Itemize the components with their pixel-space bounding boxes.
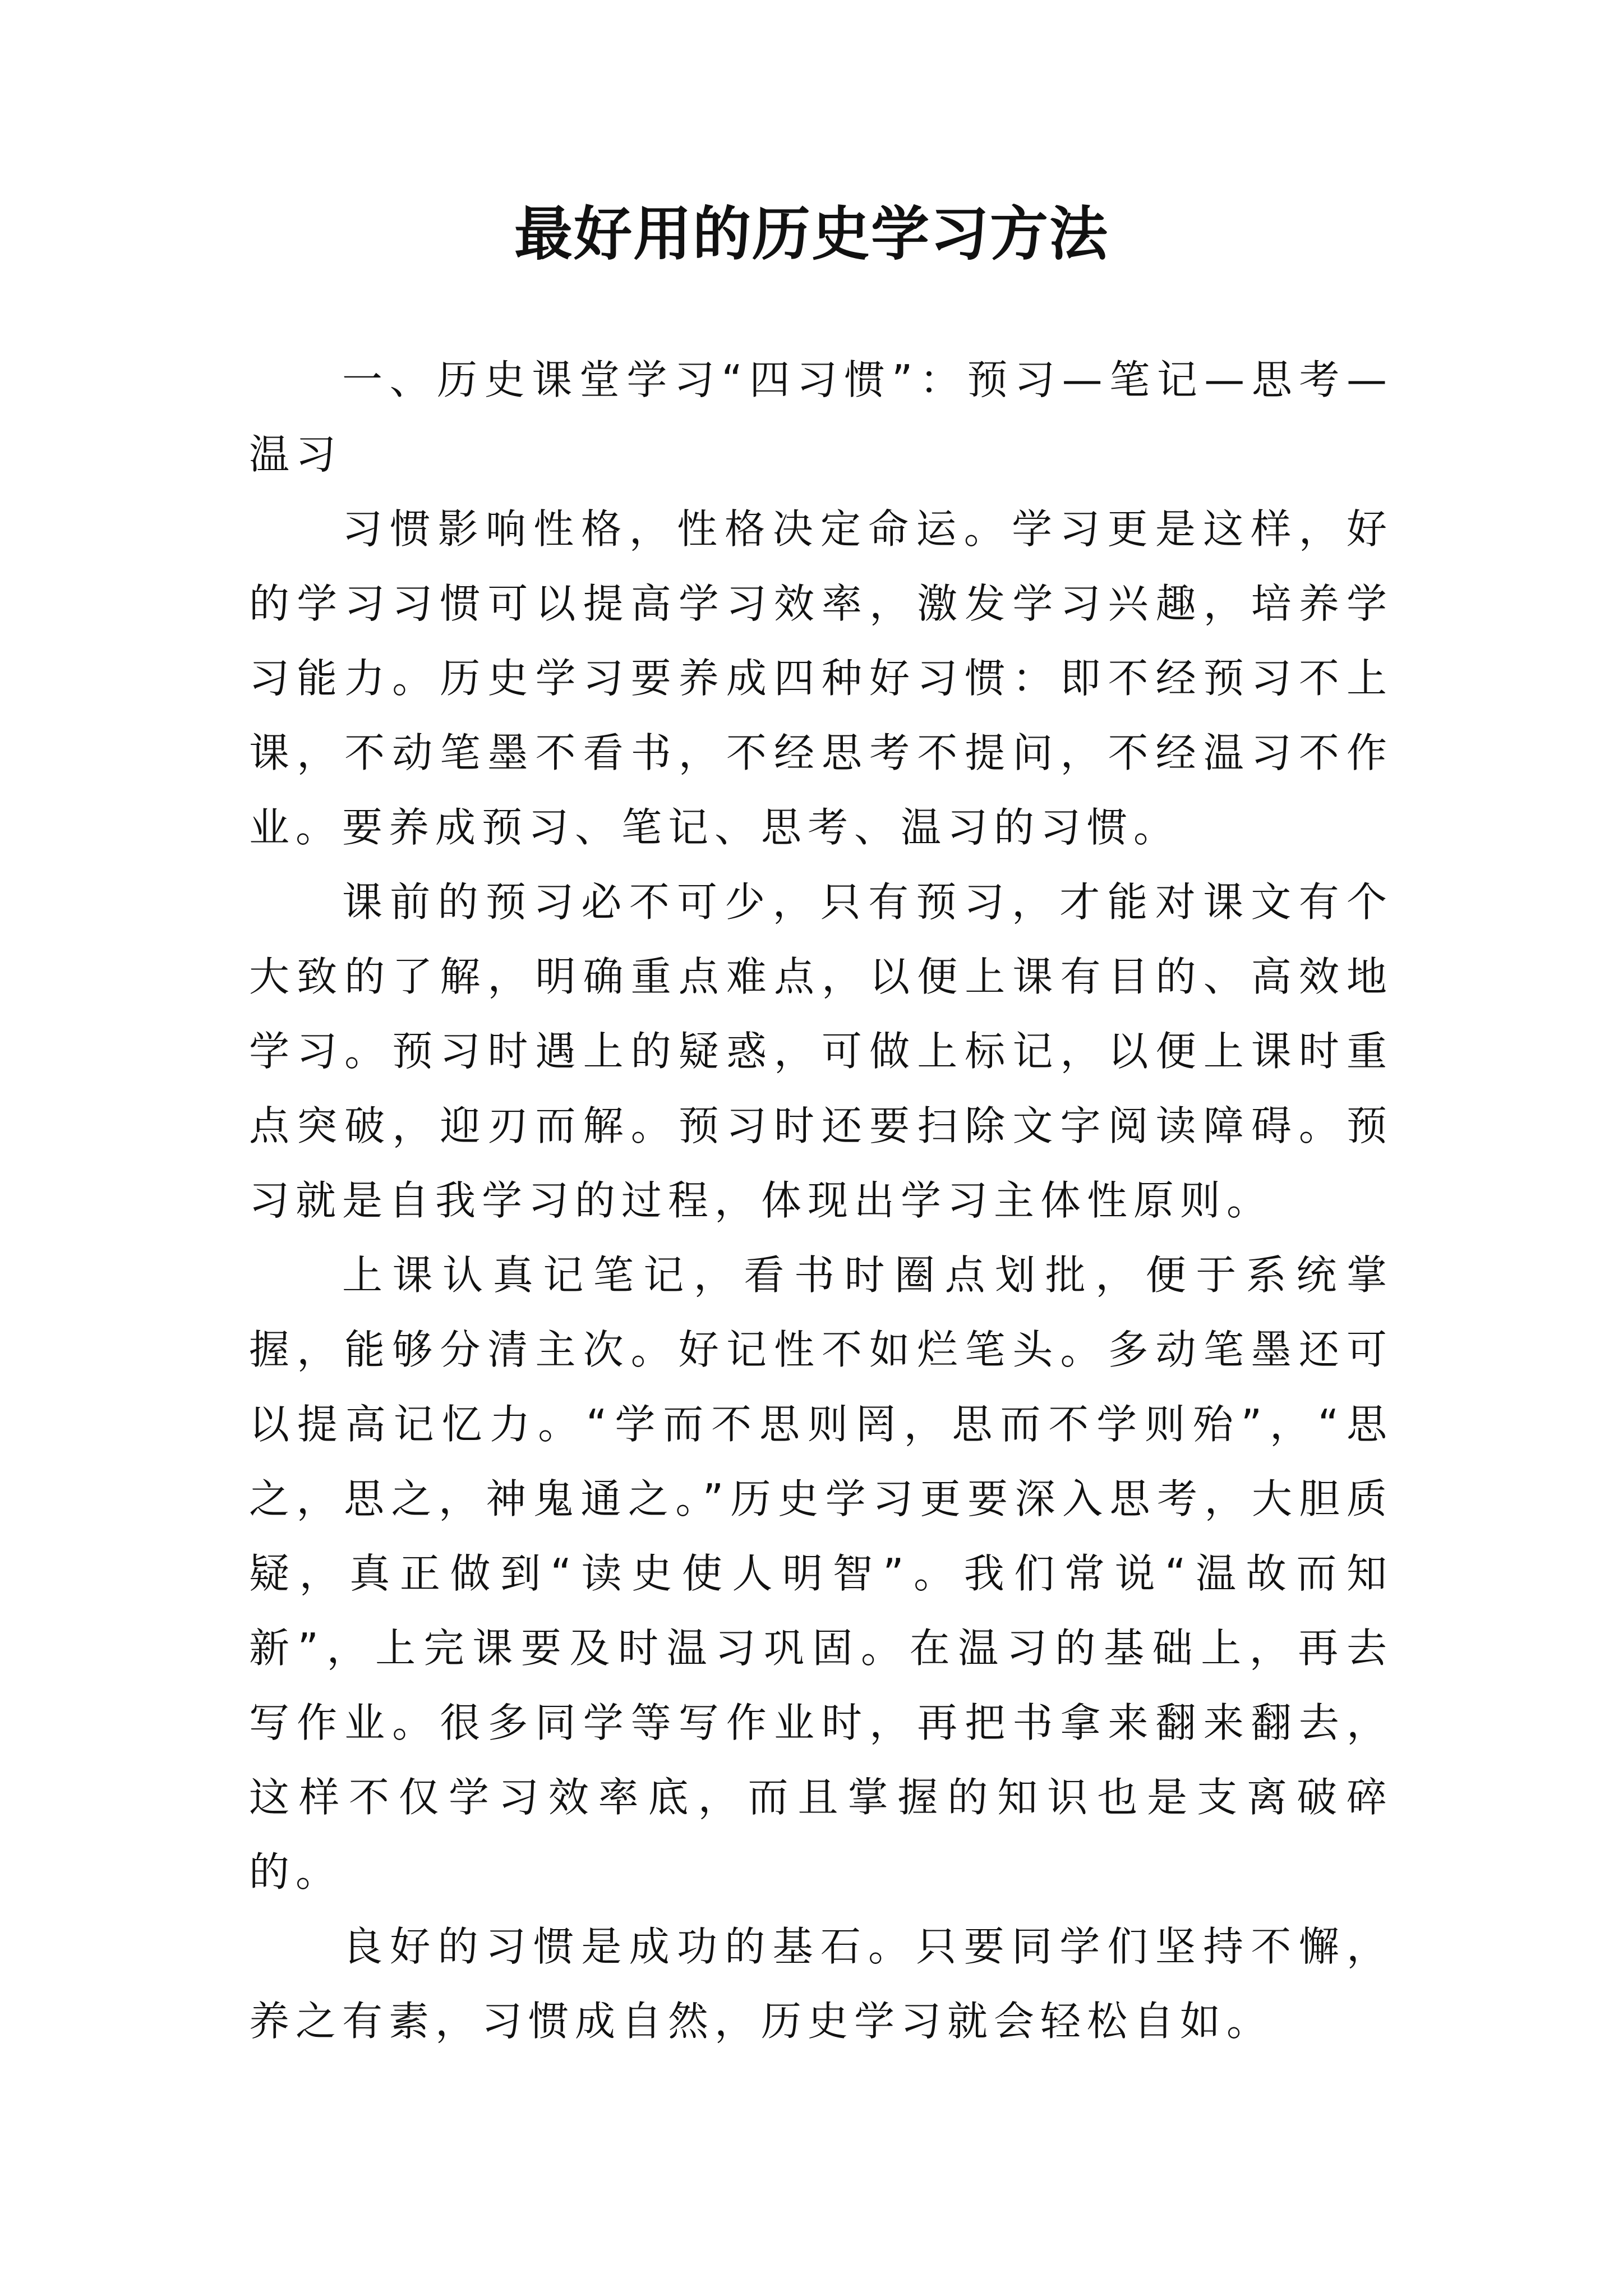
paragraph: 习惯影响性格，性格决定命运。学习更是这样，好的学习习惯可以提高学习效率，激发学习兴趣，培养学习能力。历史学习要养成四种好习惯：即不经预习不上课，不动笔墨不看书，不经思考不提问，不经温习不作业。要养成预习、笔记、思考、温习的习惯。 [249,505,1393,851]
paragraph: 课前的预习必不可少，只有预习，才能对课文有个大致的了解，明确重点难点，以便上课有目的、高效地学习。预习时遇上的疑惑，可做上标记，以便上课时重点突破，迎刃而解。预习时还要扫除文字阅读障碍。预习就是自我学习的过程，体现出学习主体性原则。 [249,878,1393,1224]
document-body [249,343,1393,2059]
paragraph: 良好的习惯是成功的基石。只要同学们坚持不懈，养之有素，习惯成自然，历史学习就会轻松自如。 [249,1923,1393,2045]
section-heading: 一、历史课堂学习“四习惯”：预习—笔记—思考—温习 [249,356,1393,478]
document-title: 最好用的历史学习方法 [514,199,1109,268]
paragraph: 上课认真记笔记，看书时圈点划批，便于系统掌握，能够分清主次。好记性不如烂笔头。多动笔墨还可以提高记忆力。“学而不思则罔，思而不学则殆”，“思之，思之，神鬼通之。”历史学习更要深入思考，大胆质疑，真正做到“读史使人明智”。我们常说“温故而知新”，上完课要及时温习巩固。在温习的基础上，再去写作业。很多同学等写作业时，再把书拿来翻来翻去，这样不仅学习效率底，而且掌握的知识也是支离破碎的。 [249,1251,1393,1895]
